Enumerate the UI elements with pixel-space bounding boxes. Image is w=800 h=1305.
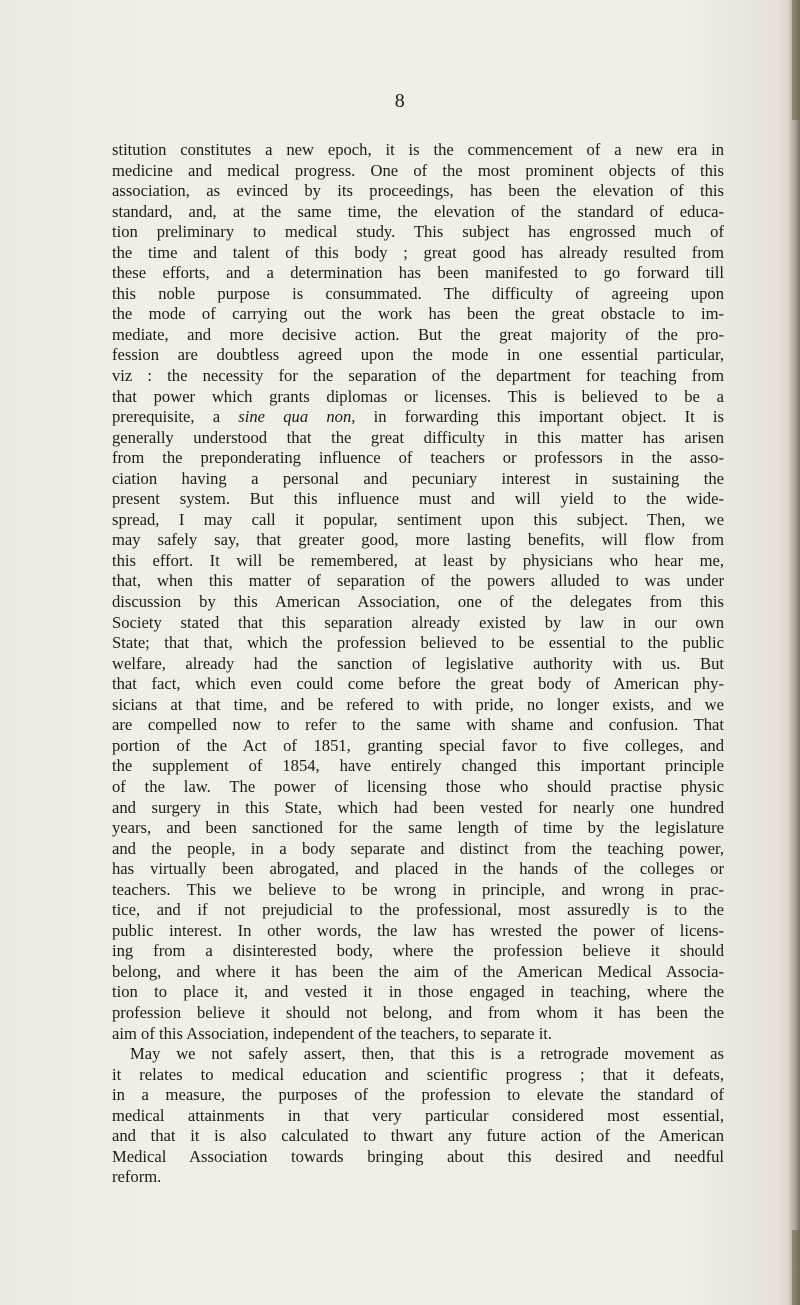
text-line: viz : the necessity for the separation of the department for teaching from — [112, 366, 724, 386]
text-line: spread, I may call it popular, sentiment upon this subject. Then, we — [112, 509, 724, 529]
text-run: prerequisite, a — [112, 407, 239, 427]
text-line: teachers. This we believe to be wrong in principle, and wrong in prac- — [112, 879, 724, 899]
text-line: belong, and where it has been the aim of the American Medical Associa- — [112, 961, 724, 981]
text-line: sicians at that time, and be refered to with pride, no longer exists, and we — [112, 694, 724, 714]
text-line: these efforts, and a determination has been manifested to go forward till — [112, 263, 724, 283]
text-line: the supplement of 1854, have entirely changed this important principle — [112, 756, 724, 776]
text-line: years, and been sanctioned for the same length of time by the legislature — [112, 818, 724, 838]
text-line: State; that that, which the profession believed to be essential to the public — [112, 633, 724, 653]
text-line: Medical Association towards bringing about this desired and needful — [112, 1146, 724, 1166]
text-line: in a measure, the purposes of the profession to elevate the standard of — [112, 1085, 724, 1105]
text-line: tion preliminary to medical study. This subject has engrossed much of — [112, 222, 724, 242]
text-line: medical attainments in that very particular considered most essential, — [112, 1105, 724, 1125]
text-line: has virtually been abrogated, and placed in the hands of the colleges or — [112, 859, 724, 879]
text-line: and that it is also calculated to thwart any future action of the American — [112, 1126, 724, 1146]
text-line: the mode of carrying out the work has been the great obstacle to im- — [112, 304, 724, 324]
text-line: public interest. In other words, the law has wrested the power of licens- — [112, 920, 724, 940]
text-line: ciation having a personal and pecuniary interest in sustaining the — [112, 468, 724, 488]
text-line: and surgery in this State, which had been vested for nearly one hundred — [112, 797, 724, 817]
text-line: it relates to medical education and scientific progress ; that it defeats, — [112, 1064, 724, 1084]
text-line: aim of this Association, independent of the teachers, to separate it. — [112, 1023, 553, 1043]
text-line: reform. — [112, 1167, 162, 1187]
text-line: that fact, which even could come before the great body of American phy- — [112, 674, 724, 694]
text-line: May we not safely assert, then, that this is a retrograde movement as — [130, 1044, 724, 1064]
page-number: 8 — [394, 90, 406, 112]
text-line: the time and talent of this body ; great good has already resulted from — [112, 242, 724, 262]
text-line: welfare, already had the sanction of legislative authority with us. But — [112, 653, 724, 673]
italic-phrase: sine qua non, — [238, 407, 356, 427]
body-text — [112, 140, 724, 1188]
text-line: discussion by this American Association, one of the delegates from this — [112, 592, 724, 612]
text-line: of the law. The power of licensing those who should practise physic — [112, 776, 724, 796]
text-line: standard, and, at the same time, the elevation of the standard of educa- — [112, 201, 724, 221]
text-line: this effort. It will be remembered, at least by physicians who hear me, — [112, 550, 724, 570]
text-line: and the people, in a body separate and distinct from the teaching power, — [112, 838, 724, 858]
text-line: that, when this matter of separation of the powers alluded to was under — [112, 571, 724, 591]
text-line: association, as evinced by its proceedings, has been the elevation of this — [112, 181, 724, 201]
text-line: fession are doubtless agreed upon the mode in one essential particular, — [112, 345, 724, 365]
text-line: profession believe it should not belong, and from whom it has been the — [112, 1002, 724, 1022]
text-line: medicine and medical progress. One of the most prominent objects of this — [112, 160, 724, 180]
text-line: that power which grants diplomas or licenses. This is believed to be a — [112, 386, 724, 406]
text-line: portion of the Act of 1851, granting special favor to five colleges, and — [112, 735, 724, 755]
text-line: mediate, and more decisive action. But the great majority of the pro- — [112, 324, 724, 344]
text-line: stitution constitutes a new epoch, it is the commencement of a new era in — [112, 140, 724, 159]
text-line: are compelled now to refer to the same with shame and confusion. That — [112, 715, 724, 735]
text-line: may safely say, that greater good, more lasting benefits, will flow from — [112, 530, 724, 550]
text-line: generally understood that the great difficulty in this matter has arisen — [112, 427, 724, 447]
text-line-with-italic — [112, 407, 724, 428]
page-edge-stain — [792, 1230, 800, 1305]
text-line: ing from a disinterested body, where the profession believe it should — [112, 941, 724, 961]
page-edge-shadow — [788, 0, 800, 1305]
text-line: from the preponderating influence of teachers or professors in the asso- — [112, 448, 724, 468]
text-line: Society stated that this separation already existed by law in our own — [112, 612, 724, 632]
text-line: tice, and if not prejudicial to the professional, most assuredly is to the — [112, 900, 724, 920]
text-run: in forwarding this important object. It is — [355, 407, 724, 427]
text-line: tion to place it, and vested it in those engaged in teaching, where the — [112, 982, 724, 1002]
text-line: this noble purpose is consummated. The difficulty of agreeing upon — [112, 283, 724, 303]
text-line: present system. But this influence must and will yield to the wide- — [112, 489, 724, 509]
